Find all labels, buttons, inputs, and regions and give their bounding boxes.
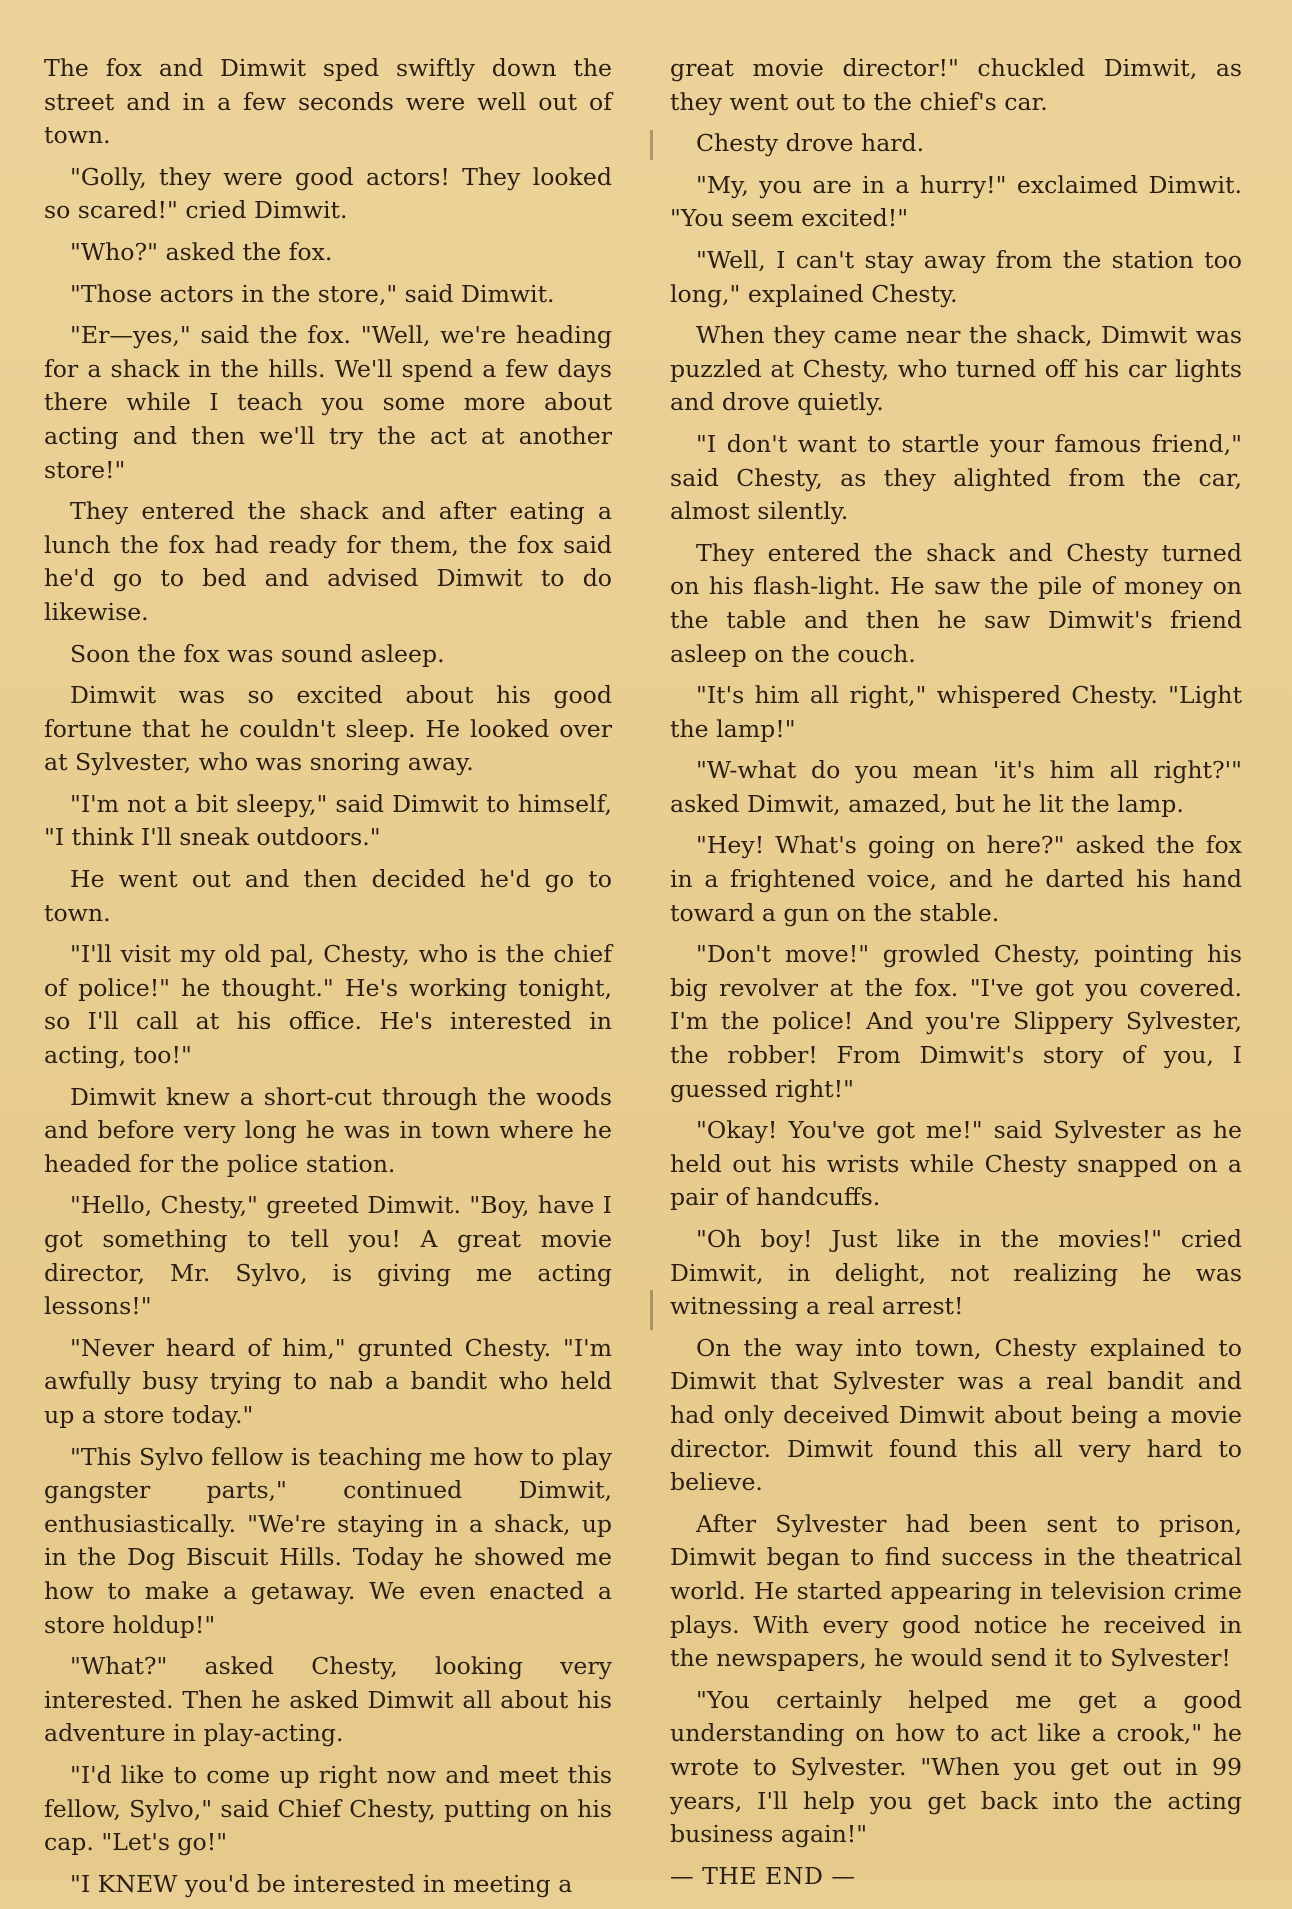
paragraph: "I don't want to startle your famous friend," said Chesty, as they alighted from the car, almost silently. [670, 429, 1242, 526]
paragraph: On the way into town, Chesty explained to Dimwit that Sylvester was a real bandit and had only deceived Dimwit about being a movie director. Dimwit found this all very hard to believe. [670, 1333, 1242, 1497]
paragraph: "I'm not a bit sleepy," said Dimwit to himself, "I think I'll sneak outdoors." [44, 789, 612, 852]
paragraph: Chesty drove hard. [696, 129, 925, 158]
paragraph: "Golly, they were good actors! They looked so scared!" cried Dimwit. [44, 162, 612, 225]
paragraph: "Those actors in the store," said Dimwit. [70, 279, 555, 308]
paragraph: "I'll visit my old pal, Chesty, who is the chief of police!" he thought." He's working tonight, so I'll call at his office. He's interested in acting, too!" [44, 940, 612, 1070]
paragraph: "I KNEW you'd be interested in meeting a [70, 1869, 573, 1898]
paragraph: Dimwit knew a short-cut through the woods and before very long he was in town where he headed for the police station. [44, 1082, 612, 1178]
paragraph: "Okay! You've got me!" said Sylvester as he held out his wrists while Chesty snapped on a pair of handcuffs. [670, 1116, 1242, 1212]
right-column [670, 52, 1242, 1901]
gutter-mark [650, 1290, 653, 1330]
paragraph: "It's him all right," whispered Chesty. "Light the lamp!" [670, 681, 1242, 743]
paragraph: Dimwit was so excited about his good fortune that he couldn't sleep. He looked over at Sylvester, who was snoring away. [44, 681, 612, 777]
paragraph: They entered the shack and after eating a lunch the fox had ready for them, the fox said he'd go to bed and advised Dimwit to do likewise. [44, 497, 612, 626]
paragraph: When they came near the shack, Dimwit was puzzled at Chesty, who turned off his car lights and drove quietly. [670, 321, 1242, 417]
paragraph: great movie director!" chuckled Dimwit, as they went out to the chief's car. [670, 54, 1242, 116]
paragraph: "Hey! What's going on here?" asked the fox in a frightened voice, and he darted his hand toward a gun on the stable. [670, 831, 1242, 927]
paragraph: He went out and then decided he'd go to town. [44, 865, 612, 927]
paragraph: "Don't move!" growled Chesty, pointing his big revolver at the fox. "I've got you covered. I'm the police! And you're Slippery Sylvester, the robber! From Dimwit's story of you, I guessed right!" [670, 940, 1242, 1103]
paragraph: "Never heard of him," grunted Chesty. "I'm awfully busy trying to nab a bandit who held up a store today." [44, 1333, 612, 1429]
the-end-label: — THE END — [670, 1861, 856, 1890]
paragraph: "Er—yes," said the fox. "Well, we're heading for a shack in the hills. We'll spend a few days there while I teach you some more about acting and then we'll try the act at another store!" [44, 321, 612, 484]
paragraph: "This Sylvo fellow is teaching me how to play gangster parts," continued Dimwit, enthusiastically. "We're staying in a shack, up in the Dog Biscuit Hills. Today he showed me how to make a getaway. We even enacted a store holdup!" [44, 1442, 612, 1639]
paragraph: "Well, I can't stay away from the station too long," explained Chesty. [670, 245, 1242, 308]
paragraph: They entered the shack and Chesty turned on his flash-light. He saw the pile of money on the table and then he saw Dimwit's friend asleep on the couch. [670, 538, 1242, 668]
left-column [44, 52, 612, 1909]
paragraph: "Oh boy! Just like in the movies!" cried Dimwit, in delight, not realizing he was witnessing a real arrest! [670, 1225, 1242, 1321]
paragraph: "My, you are in a hurry!" exclaimed Dimwit. "You seem excited!" [670, 170, 1242, 233]
paragraph: "W-what do you mean 'it's him all right?'" asked Dimwit, amazed, but he lit the lamp. [670, 756, 1242, 818]
paragraph: The fox and Dimwit sped swiftly down the street and in a few seconds were well out of town. [44, 54, 612, 150]
paragraph: After Sylvester had been sent to prison, Dimwit began to find success in the theatrical world. He started appearing in television crime plays. With every good notice he received in the newspapers, he would send it to Sylvester! [670, 1509, 1242, 1673]
gutter-mark [650, 130, 653, 160]
paragraph: "Who?" asked the fox. [70, 237, 333, 266]
paragraph: "You certainly helped me get a good understanding on how to act like a crook," he wrote to Sylvester. "When you get out in 99 years, I'll help you get back into the acting business again!" [670, 1685, 1242, 1849]
paragraph: "Hello, Chesty," greeted Dimwit. "Boy, have I got something to tell you! A great movie director, Mr. Sylvo, is giving me acting lessons!" [44, 1191, 612, 1321]
paragraph: Soon the fox was sound asleep. [70, 639, 445, 668]
paragraph: "I'd like to come up right now and meet this fellow, Sylvo," said Chief Chesty, putting on his cap. "Let's go!" [44, 1760, 612, 1857]
paragraph: "What?" asked Chesty, looking very interested. Then he asked Dimwit all about his adventure in play-acting. [44, 1652, 612, 1748]
